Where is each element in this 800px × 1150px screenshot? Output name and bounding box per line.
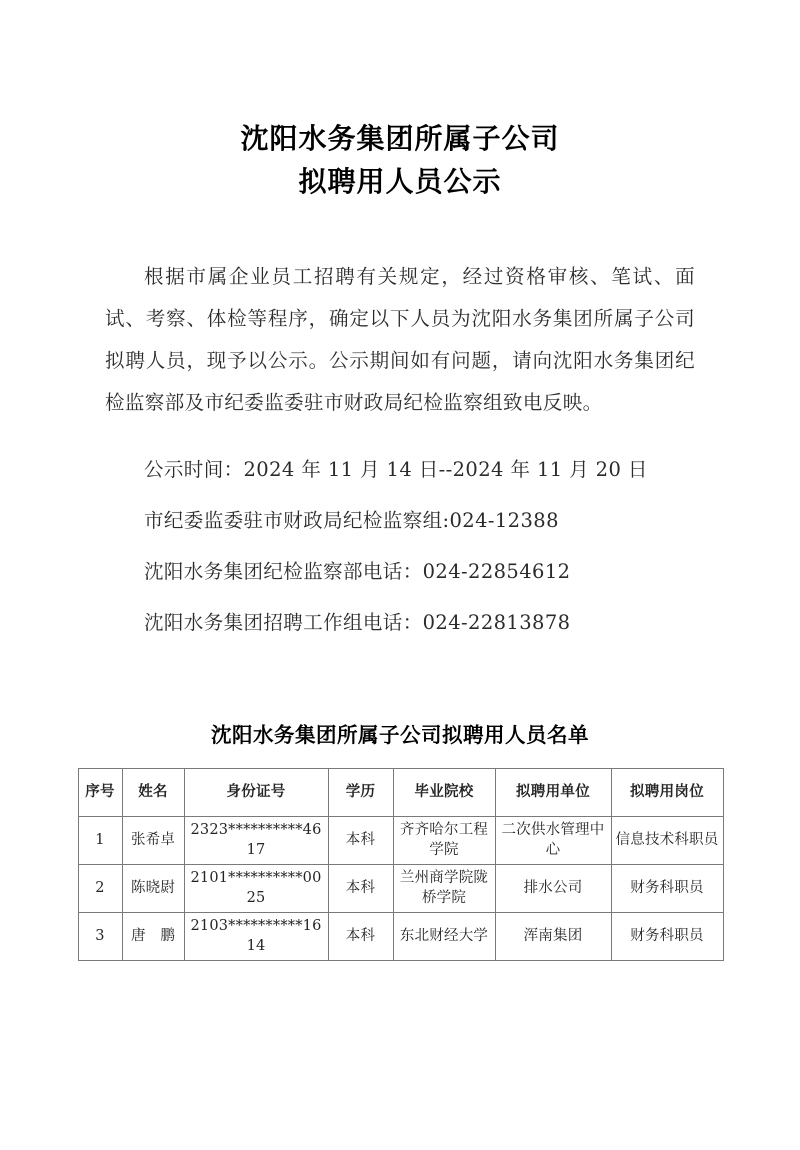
cell-unit: 浑南集团 [495, 912, 611, 960]
cell-education: 本科 [328, 912, 393, 960]
document-page [0, 19, 800, 1150]
column-header-name: 姓名 [122, 768, 184, 816]
cell-school: 兰州商学院陇桥学院 [393, 864, 495, 912]
publicity-period-line: 公示时间：2024 年 11 月 14 日--2024 年 11 月 20 日 [144, 457, 648, 481]
contact-list [105, 424, 695, 648]
column-header-id-number: 身份证号 [184, 768, 328, 816]
title-line-2: 拟聘用人员公示 [298, 164, 502, 198]
table-row [78, 816, 723, 864]
cell-name: 陈晓㷉 [122, 864, 184, 912]
cell-post: 财务科职员 [611, 864, 723, 912]
column-header-education: 学历 [328, 768, 393, 816]
cell-seq: 3 [78, 912, 122, 960]
cell-education: 本科 [328, 864, 393, 912]
title-line-1: 沈阳水务集团所属子公司 [240, 121, 560, 155]
column-header-unit: 拟聘用单位 [495, 768, 611, 816]
group-inspection-phone-line: 沈阳水务集团纪检监察部电话：024-22854612 [144, 559, 571, 583]
cell-id-number: 2101**********0025 [184, 864, 328, 912]
cell-unit: 二次供水管理中心 [495, 816, 611, 864]
cell-id-number: 2103**********1614 [184, 912, 328, 960]
column-header-post: 拟聘用岗位 [611, 768, 723, 816]
table-header-row [78, 768, 723, 816]
column-header-seq: 序号 [78, 768, 122, 816]
cell-school: 东北财经大学 [393, 912, 495, 960]
cell-name: 张希卓 [122, 816, 184, 864]
cell-unit: 排水公司 [495, 864, 611, 912]
page-title [0, 19, 800, 203]
body-paragraph: 根据市属企业员工招聘有关规定，经过资格审核、笔试、面试、考察、体检等程序，确定以下人员为沈阳水务集团所属子公司拟聘人员，现予以公示。公示期间如有问题，请向沈阳水务集团纪检监察部及市纪委监委驻市财政局纪检监察组致电反映。 [105, 264, 695, 414]
table-heading: 沈阳水务集团所属子公司拟聘用人员名单 [211, 722, 589, 747]
table-row [78, 864, 723, 912]
recruitment-group-phone-line: 沈阳水务集团招聘工作组电话：024-22813878 [144, 610, 571, 634]
cell-seq: 2 [78, 864, 122, 912]
cell-post: 信息技术科职员 [611, 816, 723, 864]
table-row [78, 912, 723, 960]
cell-id-number: 2323**********4617 [184, 816, 328, 864]
roster-table [78, 768, 724, 961]
body-block [105, 222, 695, 648]
cell-education: 本科 [328, 816, 393, 864]
cell-school: 齐齐哈尔工程学院 [393, 816, 495, 864]
cell-seq: 1 [78, 816, 122, 864]
roster-table-wrapper [78, 750, 723, 961]
cell-name: 唐 鹏 [122, 912, 184, 960]
column-header-school: 毕业院校 [393, 768, 495, 816]
cell-post: 财务科职员 [611, 912, 723, 960]
discipline-commission-phone-line: 市纪委监委驻市财政局纪检监察组:024-12388 [144, 508, 559, 532]
